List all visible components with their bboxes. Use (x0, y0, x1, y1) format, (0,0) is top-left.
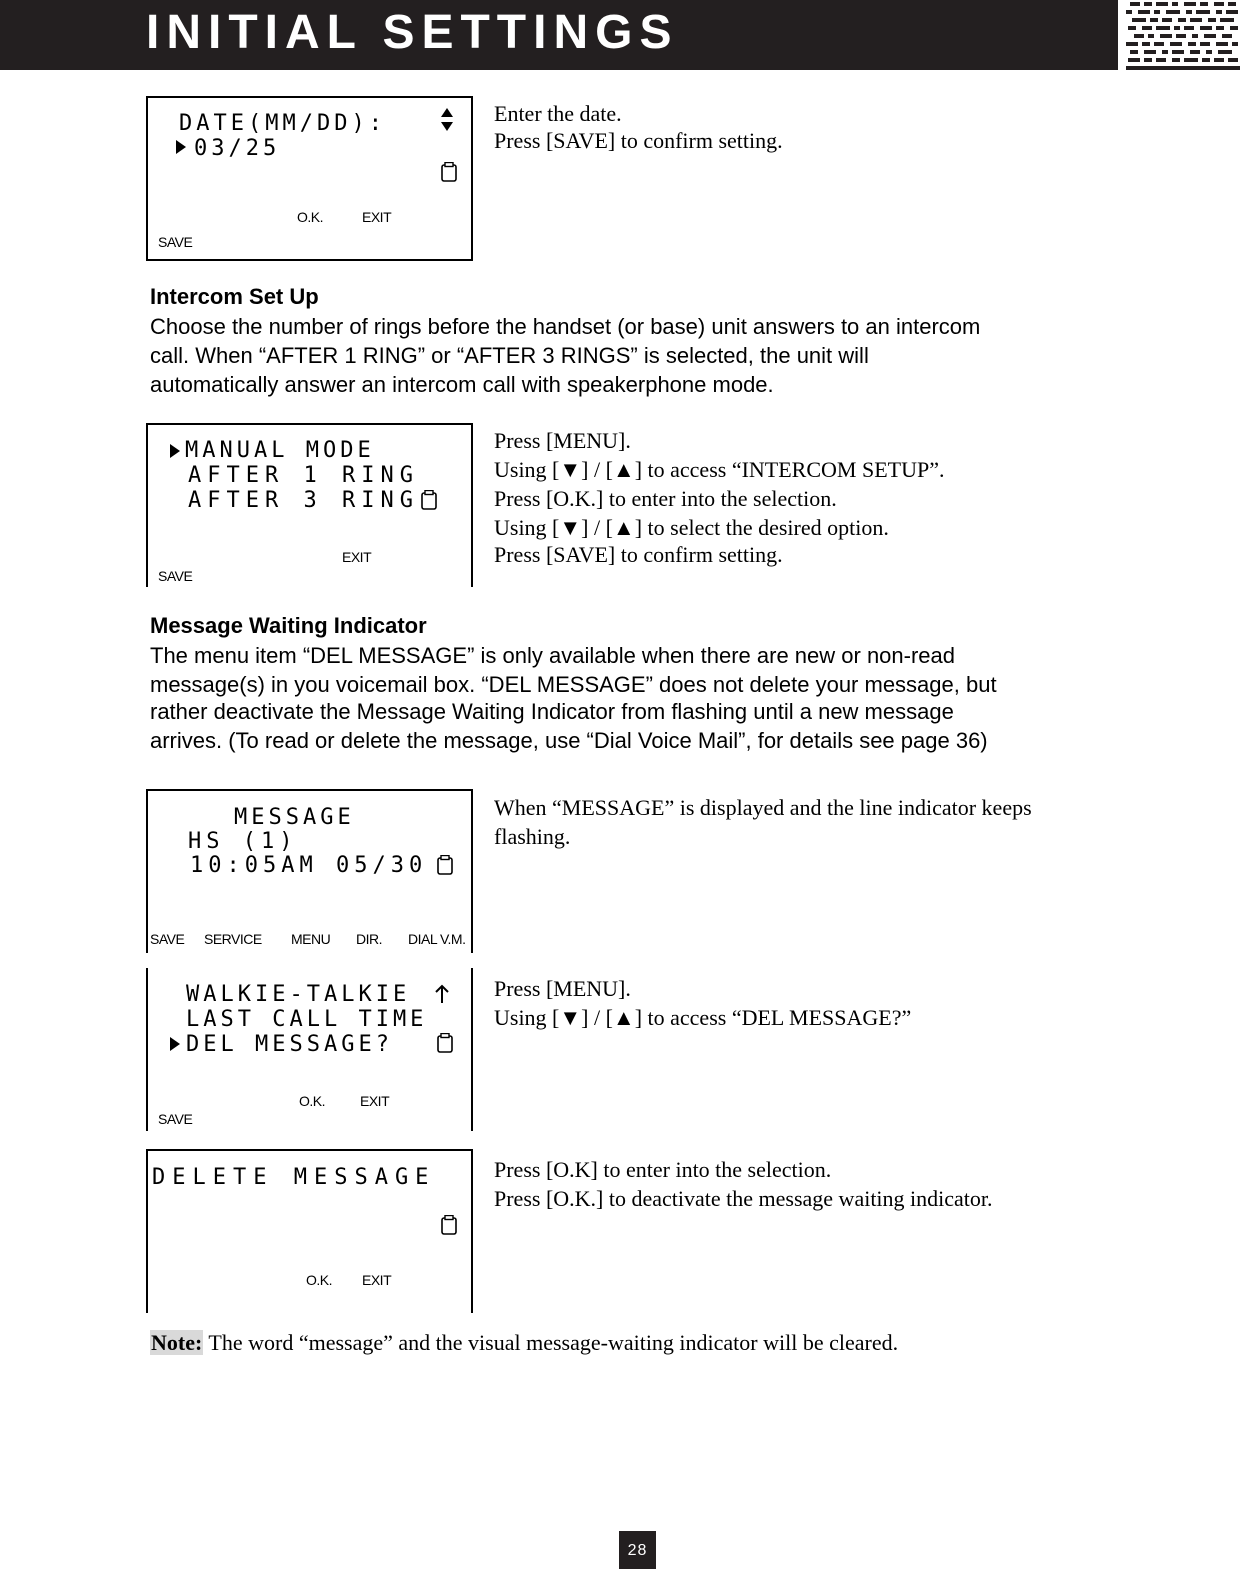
instruction-line: Press [O.K.] to enter into the selection. (494, 486, 837, 511)
softkey-service: SERVICE (204, 931, 262, 947)
handset-icon (441, 1215, 457, 1235)
cursor-arrow-icon (170, 444, 180, 458)
softkey-menu: MENU (291, 931, 331, 947)
intercom-instructions (494, 426, 944, 569)
delete-instructions (494, 1155, 993, 1213)
header-bar (0, 0, 1118, 70)
up-down-arrows-icon (440, 108, 454, 132)
section-title-intercom: Intercom Set Up (150, 284, 319, 309)
section-title-mwi: Message Waiting Indicator (150, 613, 427, 638)
lcd-screen-message (146, 789, 473, 953)
decorative-pattern (1126, 0, 1240, 70)
paragraph-line: arrives. (To read or delete the message, use “Dial Voice Mail”, for details see page 36) (150, 728, 988, 753)
instruction-line: Press [MENU]. (494, 976, 631, 1001)
note (150, 1328, 898, 1358)
handset-icon (421, 490, 437, 510)
lcd-line: LAST CALL TIME (186, 1007, 428, 1032)
lcd-screen-intercom (146, 423, 473, 587)
softkey-exit: EXIT (362, 209, 392, 225)
note-text: The word “message” and the visual message-waiting indicator will be cleared. (203, 1330, 899, 1355)
softkey-save: SAVE (158, 1111, 193, 1127)
note-label: Note: (151, 1330, 203, 1355)
instruction-line: Press [MENU]. (494, 428, 631, 453)
softkey-save: SAVE (150, 931, 185, 947)
message-instructions (494, 793, 1032, 851)
lcd-line: AFTER 1 RING (188, 463, 419, 488)
instruction-line: Using [▼] / [▲] to access “DEL MESSAGE?” (494, 1005, 912, 1030)
lcd-line: 10:05AM 05/30 (190, 853, 428, 878)
lcd-line: MANUAL MODE (185, 438, 375, 463)
softkey-ok: O.K. (297, 209, 324, 225)
softkey-dial-vm: DIAL V.M. (408, 931, 466, 947)
walkie-instructions (494, 974, 911, 1032)
lcd-line: DELETE MESSAGE (152, 1165, 436, 1190)
instruction-line: Enter the date. (494, 101, 622, 126)
instruction-line: Using [▼] / [▲] to select the desired option. (494, 515, 889, 540)
lcd-line: 03/25 (194, 136, 281, 161)
handset-icon (437, 1033, 453, 1053)
lcd-line: WALKIE-TALKIE (186, 982, 411, 1007)
softkey-ok: O.K. (299, 1093, 326, 1109)
instruction-line: flashing. (494, 824, 571, 849)
softkey-save: SAVE (158, 568, 193, 584)
lcd-screen-date (146, 96, 473, 261)
up-arrow-icon (435, 984, 449, 1004)
paragraph-line: call. When “AFTER 1 RING” or “AFTER 3 RINGS” is selected, the unit will (150, 343, 869, 368)
paragraph-line: message(s) in you voicemail box. “DEL MESSAGE” does not delete your message, but (150, 672, 997, 697)
paragraph-line: automatically answer an intercom call with speakerphone mode. (150, 372, 774, 397)
instruction-line: Using [▼] / [▲] to access “INTERCOM SETUP”. (494, 457, 945, 482)
cursor-arrow-icon (176, 140, 186, 154)
lcd-line: DATE(MM/DD): (179, 111, 386, 136)
softkey-save: SAVE (158, 234, 193, 250)
handset-icon (437, 855, 453, 875)
lcd-screen-del-message-menu (146, 968, 473, 1131)
instruction-line: Press [O.K.] to deactivate the message waiting indicator. (494, 1186, 993, 1211)
date-instructions (494, 99, 783, 155)
lcd-screen-delete-message (146, 1149, 473, 1313)
mwi-paragraph (150, 641, 1140, 755)
lcd-line: MESSAGE (234, 805, 355, 830)
softkey-exit: EXIT (342, 549, 372, 565)
page-title: INITIAL SETTINGS (146, 6, 679, 59)
page-number: 28 (619, 1531, 656, 1569)
paragraph-line: Choose the number of rings before the handset (or base) unit answers to an intercom (150, 314, 981, 339)
softkey-dir: DIR. (356, 931, 382, 947)
paragraph-line: rather deactivate the Message Waiting Indicator from flashing until a new message (150, 699, 954, 724)
handset-icon (441, 162, 457, 182)
softkey-exit: EXIT (362, 1272, 392, 1288)
instruction-line: Press [SAVE] to confirm setting. (494, 542, 783, 567)
paragraph-line: The menu item “DEL MESSAGE” is only available when there are new or non-read (150, 643, 956, 668)
lcd-line: DEL MESSAGE? (186, 1032, 393, 1057)
lcd-line: HS (1) (188, 829, 298, 854)
intercom-paragraph (150, 312, 1140, 399)
softkey-ok: O.K. (306, 1272, 333, 1288)
cursor-arrow-icon (170, 1037, 180, 1051)
instruction-line: Press [SAVE] to confirm setting. (494, 128, 783, 153)
instruction-line: When “MESSAGE” is displayed and the line indicator keeps (494, 795, 1032, 820)
softkey-exit: EXIT (360, 1093, 390, 1109)
lcd-line: AFTER 3 RING (188, 488, 419, 513)
instruction-line: Press [O.K] to enter into the selection. (494, 1157, 832, 1182)
